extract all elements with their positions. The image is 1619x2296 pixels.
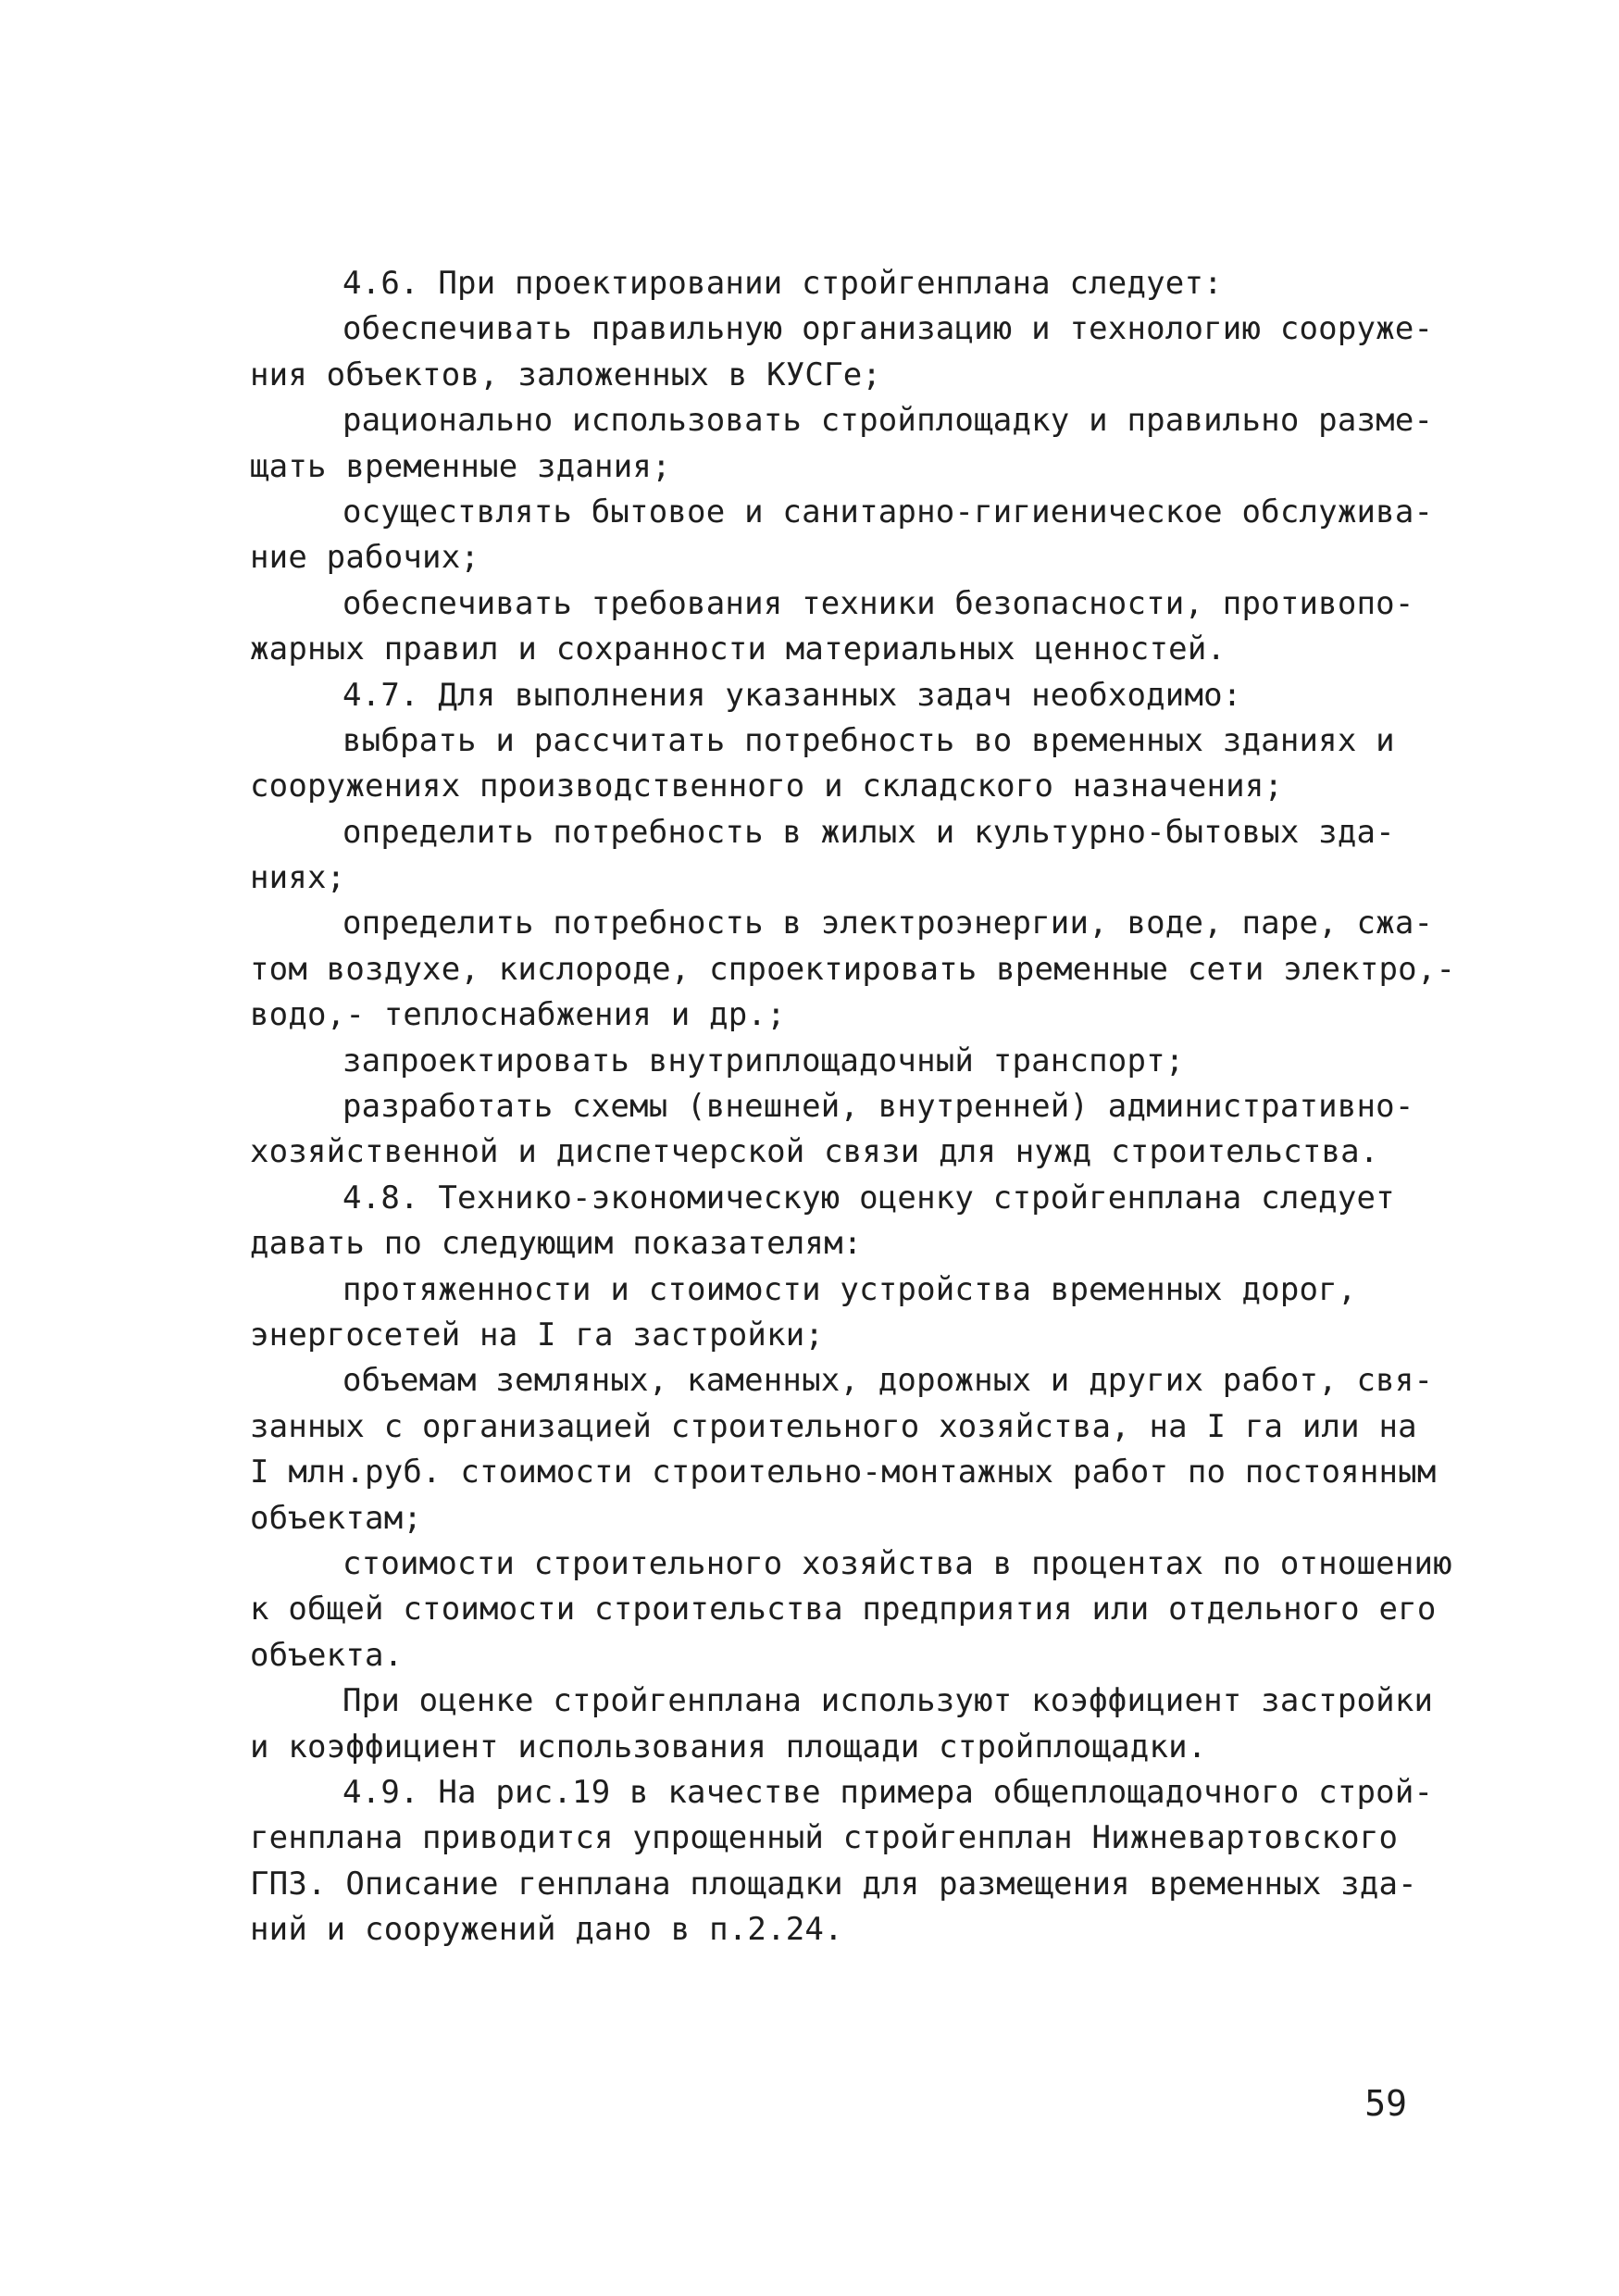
text-line: давать по следующим показателям: [250,1225,863,1263]
text-line: обеспечивать требования техники безопасности, противопо- [342,584,1414,622]
text-line: 4.8. Технико-экономическую оценку стройгенплана следует [342,1179,1395,1217]
text-line: ний и сооружений дано в п.2.24. [250,1911,843,1949]
text-line: При оценке стройгенплана используют коэффициент застройки [342,1682,1434,1720]
text-line: разработать схемы (внешней, внутренней) административно- [342,1088,1414,1126]
text-line: I млн.руб. стоимости строительно-монтажных работ по постоянным [250,1454,1437,1491]
text-line: определить потребность в жилых и культурно-бытовых зда- [342,813,1395,851]
text-line: определить потребность в электроэнергии, воде, паре, сжа- [342,905,1434,942]
text-line: водо,- теплоснабжения и др.; [250,996,786,1034]
text-line: осуществлять бытовое и санитарно-гигиеническое обслужива- [342,493,1434,530]
text-line: обеспечивать правильную организацию и технологию сооруже- [342,310,1434,348]
text-line: щать временные здания; [250,447,671,485]
text-line: рационально использовать стройплощадку и правильно разме- [342,402,1434,440]
text-line: 4.9. На рис.19 в качестве примера общеплощадочного строй- [342,1773,1434,1811]
page-number: 59 [1364,2083,1407,2124]
text-line: хозяйственной и диспетчерской связи для нужд строительства. [250,1133,1379,1171]
text-line: генплана приводится упрощенный стройгенплан Нижневартовского [250,1819,1399,1857]
text-line: занных с организацией строительного хозяйства, на I га или на [250,1407,1417,1445]
text-line: и коэффициент использования площади стройплощадки. [250,1728,1207,1766]
text-line: 4.7. Для выполнения указанных задач необходимо: [342,676,1242,714]
text-line: ГПЗ. Описание генплана площадки для размещения временных зда- [250,1865,1417,1903]
text-line: объекта. [250,1636,404,1674]
text-line: 4.6. При проектировании стройгенплана следует: [342,265,1223,302]
text-line: энергосетей на I га застройки; [250,1316,825,1354]
text-line: стоимости строительного хозяйства в процентах по отношению [342,1544,1452,1582]
text-line: протяженности и стоимости устройства временных дорог, [342,1270,1357,1308]
text-line: ниях; [250,859,346,897]
text-line: к общей стоимости строительства предприятия или отдельного его [250,1591,1437,1628]
text-line: ния объектов, заложенных в КУСГе; [250,356,882,393]
body-text [250,261,1456,1953]
text-line: жарных правил и сохранности материальных ценностей. [250,630,1227,668]
text-line: ние рабочих; [250,539,480,577]
text-line: сооружениях производственного и складского назначения; [250,767,1284,805]
text-line: том воздухе, кислороде, спроектировать временные сети электро,- [250,950,1456,988]
text-line: объемам земляных, каменных, дорожных и других работ, свя- [342,1362,1434,1400]
text-line: запроектировать внутриплощадочный транспорт; [342,1042,1185,1079]
text-line: объектам; [250,1499,423,1537]
text-line: выбрать и рассчитать потребность во временных зданиях и [342,721,1395,759]
